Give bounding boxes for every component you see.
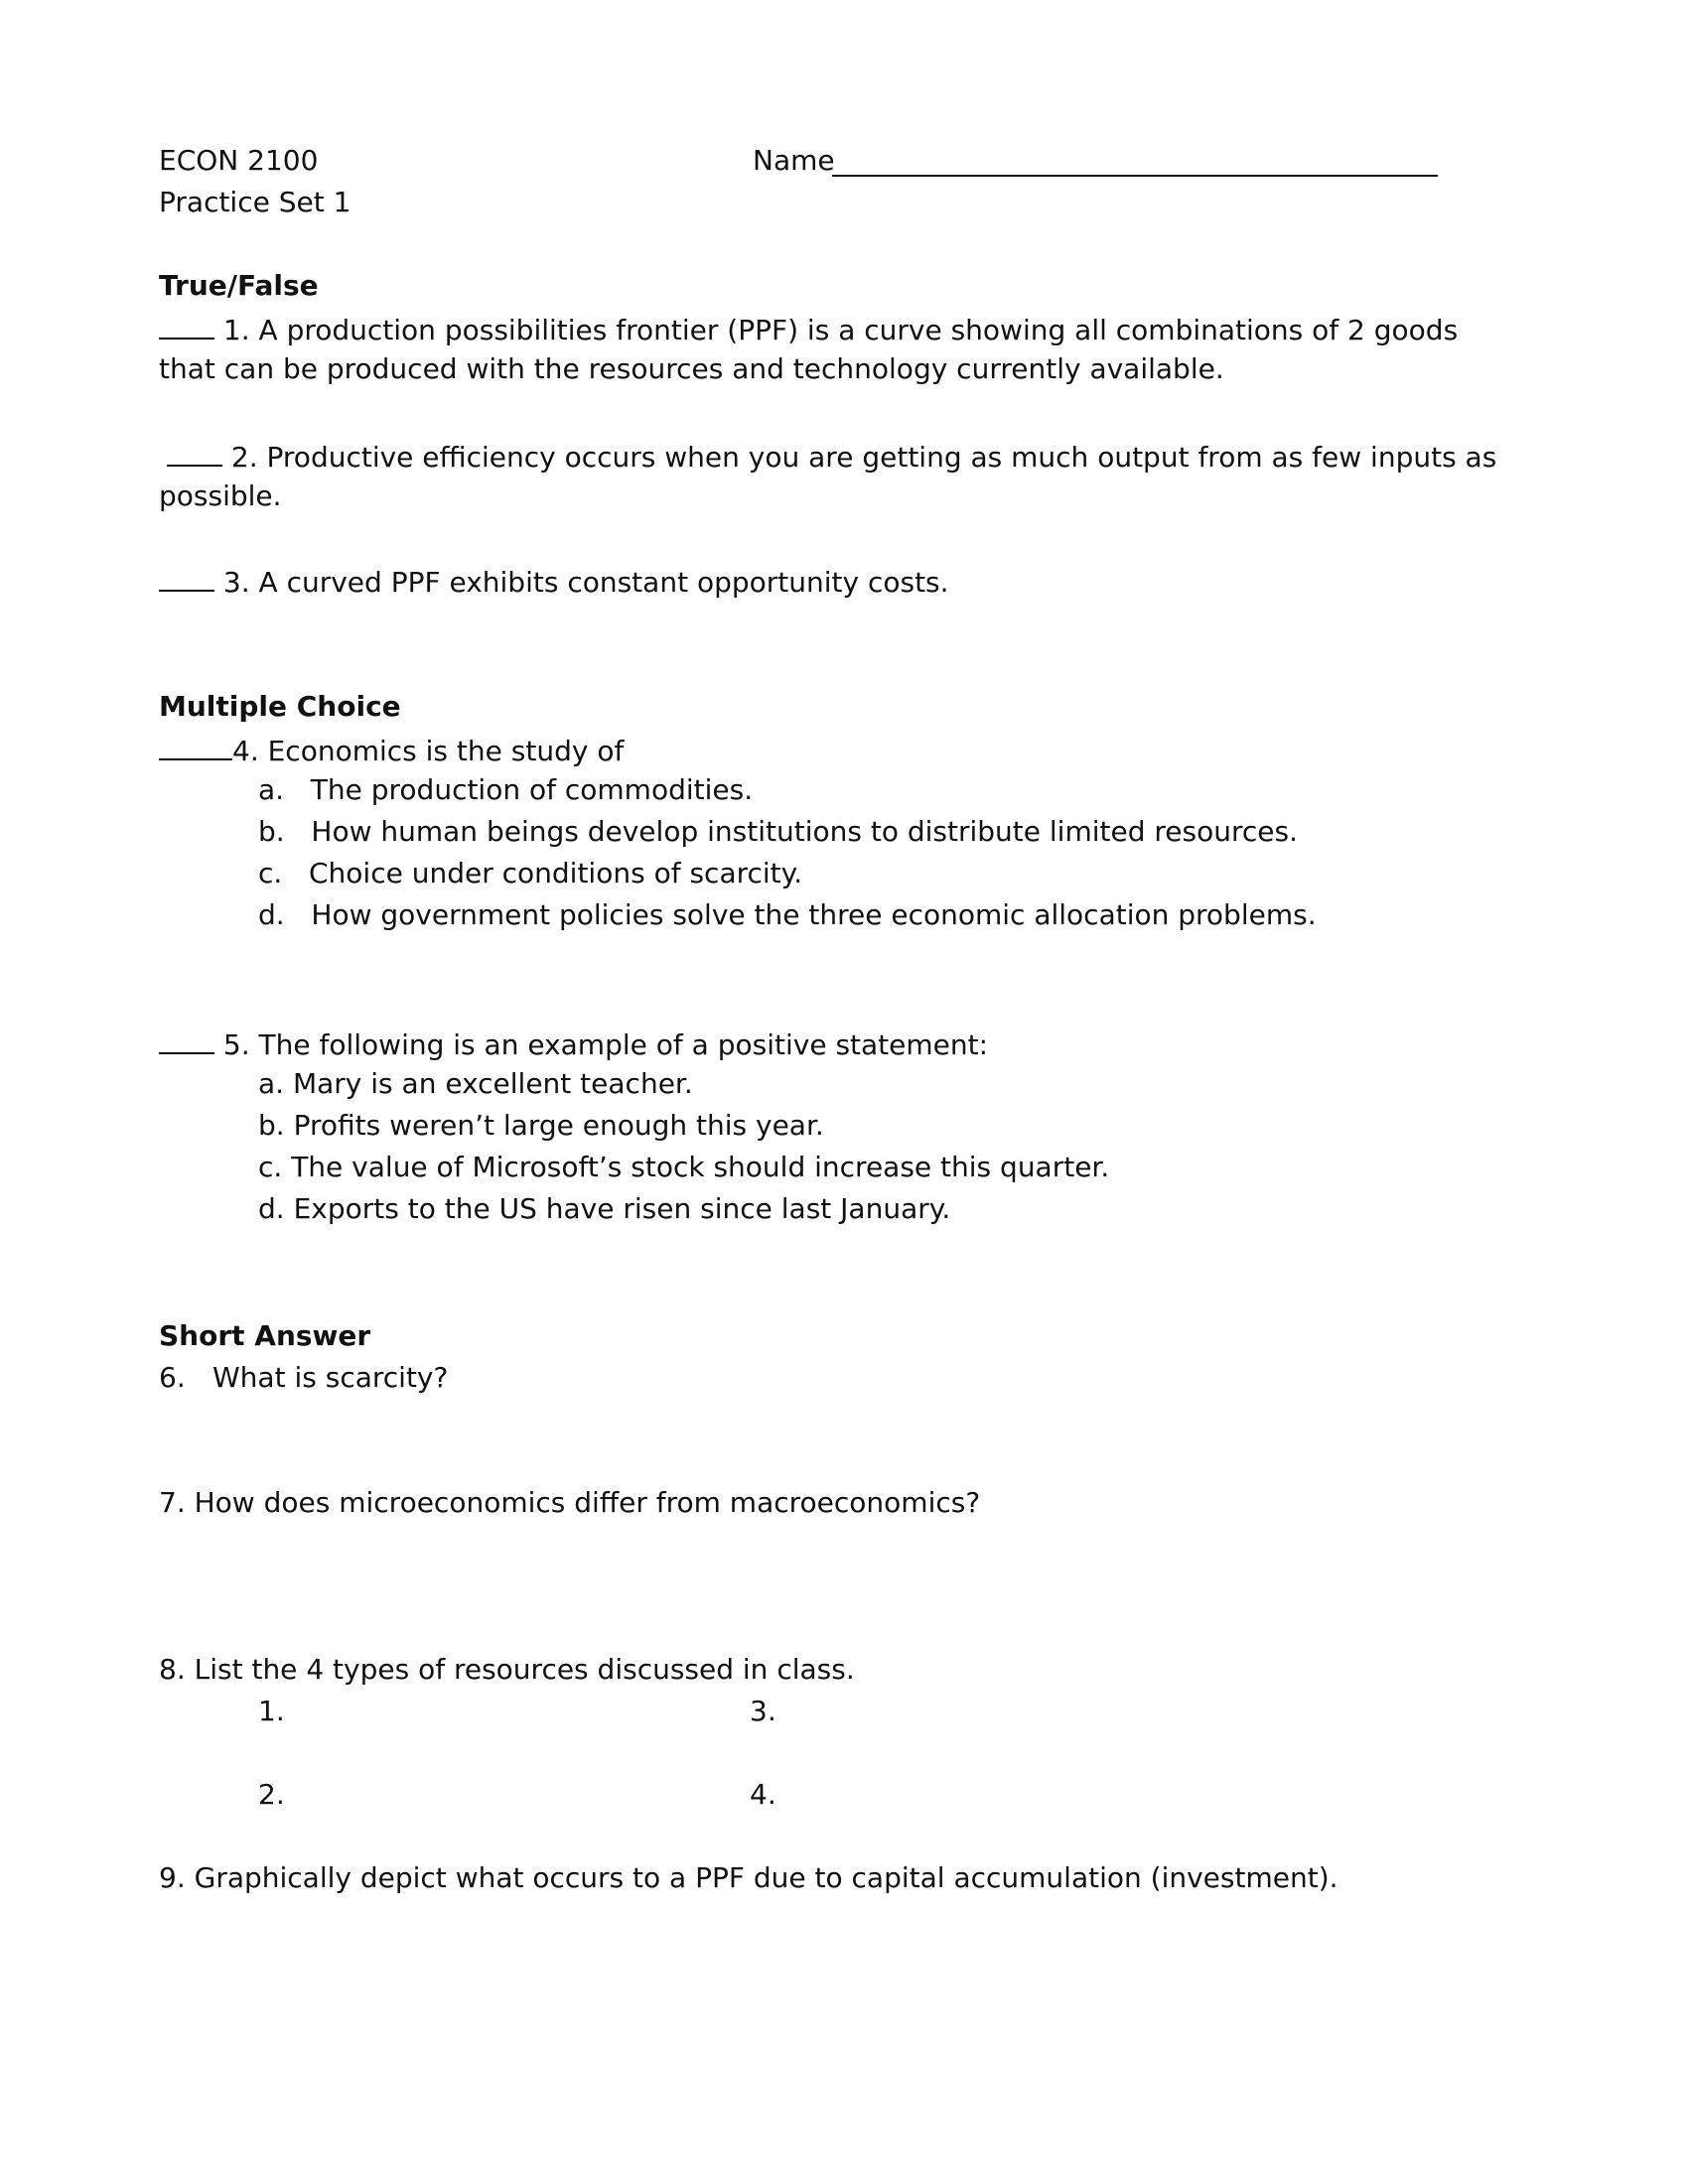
question-7: 7. How does microeconomics differ from macroeconomics? (159, 1486, 981, 1519)
question-6-text: What is scarcity? (212, 1361, 449, 1394)
question-4-text: 4. Economics is the study of (232, 735, 625, 767)
question-2-text: 2. Productive efficiency occurs when you are getting as much output from as few inputs as (230, 441, 1497, 474)
question-1 (159, 314, 1458, 344)
q4-option-b (258, 815, 1298, 848)
question-1-text: 1. A production possibilities frontier (PPF) is a curve showing all combinations of 2 goods (222, 314, 1459, 346)
name-field[interactable] (832, 175, 1438, 177)
option-letter: d. (258, 1192, 285, 1225)
q5-option-b (258, 1109, 824, 1142)
option-text: Exports to the US have risen since last January. (293, 1192, 951, 1225)
option-letter: c. (258, 857, 283, 889)
question-5 (159, 1028, 988, 1059)
question-6-number: 6. (159, 1361, 186, 1394)
option-text: Mary is an excellent teacher. (292, 1067, 693, 1100)
answer-blank-2[interactable] (167, 441, 222, 467)
multiple-choice-heading: Multiple Choice (159, 690, 401, 723)
q5-option-a (258, 1067, 693, 1100)
short-answer-heading: Short Answer (159, 1319, 371, 1352)
q4-option-d (258, 898, 1317, 931)
name-label: Name (753, 144, 835, 177)
question-3-text: 3. A curved PPF exhibits constant opportunity costs. (222, 566, 949, 599)
question-2-continued: possible. (159, 479, 282, 512)
option-letter: b. (258, 815, 285, 848)
q5-option-d (258, 1192, 951, 1225)
course-code: ECON 2100 (159, 144, 319, 177)
question-1-continued: that can be produced with the resources and technology currently available. (159, 352, 1224, 385)
option-text: The value of Microsoft’s stock should increase this quarter. (291, 1151, 1110, 1183)
answer-blank-3[interactable] (159, 566, 214, 592)
true-false-heading: True/False (159, 269, 319, 302)
option-text: How human beings develop institutions to distribute limited resources. (311, 815, 1298, 848)
q8-item-3: 3. (750, 1695, 776, 1727)
question-3 (159, 566, 949, 597)
option-letter: c. (258, 1151, 283, 1183)
question-2 (167, 441, 1496, 472)
option-letter: a. (258, 773, 285, 806)
option-letter: b. (258, 1109, 285, 1142)
question-9: 9. Graphically depict what occurs to a PPF due to capital accumulation (investment). (159, 1861, 1338, 1894)
option-letter: a. (258, 1067, 285, 1100)
question-8: 8. List the 4 types of resources discussed in class. (159, 1653, 855, 1686)
question-4 (159, 735, 624, 765)
option-text: The production of commodities. (310, 773, 754, 806)
answer-blank-1[interactable] (159, 314, 214, 340)
practice-set-title: Practice Set 1 (159, 186, 352, 218)
q4-option-c (258, 857, 803, 889)
q8-item-2: 2. (258, 1778, 285, 1811)
q8-item-4: 4. (750, 1778, 776, 1811)
q4-option-a (258, 773, 754, 806)
q8-item-1: 1. (258, 1695, 285, 1727)
option-text: How government policies solve the three economic allocation problems. (311, 898, 1317, 931)
option-text: Profits weren’t large enough this year. (293, 1109, 824, 1142)
q5-option-c (258, 1151, 1110, 1183)
question-5-text: 5. The following is an example of a positive statement: (222, 1028, 989, 1061)
option-letter: d. (258, 898, 285, 931)
option-text: Choice under conditions of scarcity. (309, 857, 803, 889)
answer-blank-4[interactable] (159, 735, 232, 760)
answer-blank-5[interactable] (159, 1028, 214, 1054)
